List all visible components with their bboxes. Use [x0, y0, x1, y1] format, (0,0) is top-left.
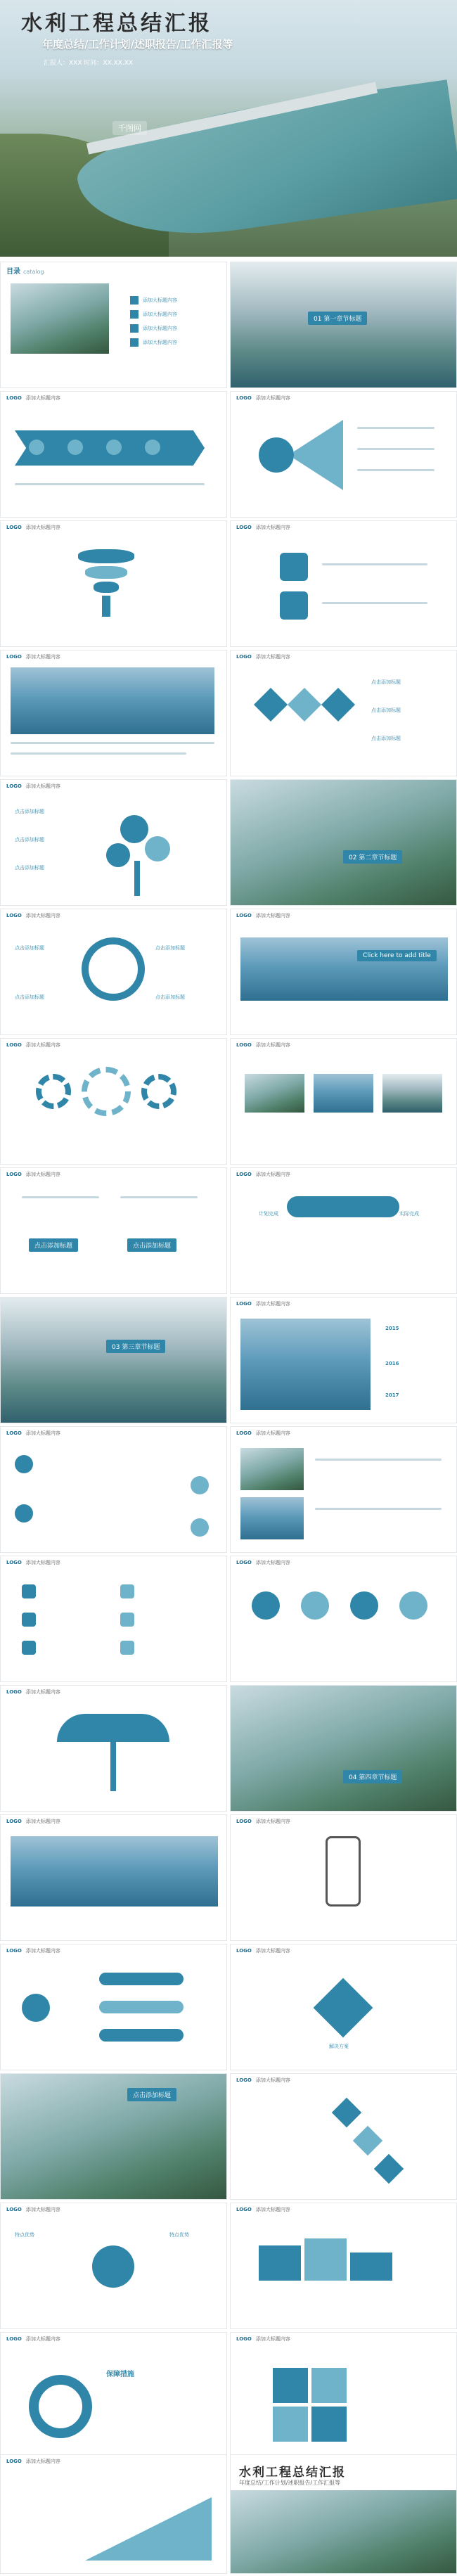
diamond-3 — [321, 688, 355, 722]
slide-harbor[interactable] — [0, 2073, 227, 2200]
grid-icon-3 — [22, 1641, 36, 1655]
slide-ending[interactable] — [230, 2454, 457, 2574]
tree-leaf-3 — [106, 843, 130, 867]
slide-photo-text[interactable] — [0, 650, 227, 776]
tree-label-3: 点击添加标题 — [15, 865, 44, 871]
col-banner-2: 点击添加标题 — [127, 1238, 176, 1252]
hex-label-1: 点击添加标题 — [371, 679, 401, 685]
text-line — [15, 483, 205, 485]
catalog-photo — [11, 283, 109, 354]
tree-leaf-2 — [145, 836, 170, 861]
slide-header: LOGO 添加大标题内容 — [236, 1172, 290, 1177]
text-line — [315, 1508, 442, 1510]
text-line — [120, 1196, 198, 1198]
slide-section-2[interactable] — [230, 779, 457, 906]
slide-header: LOGO 添加大标题内容 — [6, 2336, 60, 2342]
text-line — [322, 563, 427, 565]
slide-header: LOGO 添加大标题内容 — [6, 783, 60, 789]
slide-timeline-years[interactable] — [230, 1297, 457, 1423]
slide-header: LOGO 添加大标题内容 — [6, 1948, 60, 1954]
slide-plan-vs-actual[interactable] — [230, 1167, 457, 1294]
tree-leaf-1 — [120, 815, 148, 843]
text-line — [357, 469, 435, 471]
slide-solution[interactable] — [230, 1944, 457, 2070]
radial-center — [259, 437, 294, 473]
thumb-photo-3 — [382, 1074, 442, 1113]
arrow-node-3 — [106, 440, 122, 455]
section-2-banner: 02 第二章节标题 — [343, 850, 402, 864]
text-line — [322, 602, 427, 604]
ending-photo — [231, 2490, 457, 2574]
cover-watermark: 千图网 — [112, 121, 147, 135]
slide-header: LOGO 添加大标题内容 — [6, 654, 60, 660]
process-circle-2 — [301, 1591, 329, 1620]
section-1-photo — [231, 262, 457, 388]
slide-header: LOGO 添加大标题内容 — [236, 913, 290, 918]
slide-header: LOGO 添加大标题内容 — [6, 2459, 60, 2464]
gear-icon-2 — [82, 1067, 131, 1116]
oct-label-2: 点击添加标题 — [155, 945, 185, 951]
slide-flow-left[interactable] — [0, 1944, 227, 2070]
umbrella-stem — [110, 1742, 116, 1791]
reservoir-photo — [240, 937, 448, 1001]
plan-label: 计划完成 — [259, 1211, 278, 1217]
dam-photo — [11, 667, 214, 734]
catalog-item-3: 添加大标题内容 — [143, 326, 177, 331]
flow-bar-1 — [99, 1973, 184, 1985]
slide-header: LOGO 添加大标题内容 — [6, 1430, 60, 1436]
flow-node — [22, 1994, 50, 2022]
puzzle-4 — [311, 2407, 347, 2442]
slide-header: LOGO 添加大标题内容 — [236, 1819, 290, 1824]
section-2-photo — [231, 780, 457, 906]
slide-puzzle[interactable] — [230, 2332, 457, 2459]
slide-header: LOGO 添加大标题内容 — [6, 1042, 60, 1048]
year-2: 2016 — [385, 1361, 399, 1366]
spiral-top — [78, 549, 134, 563]
section-3-banner: 03 第三章节标题 — [106, 1340, 165, 1353]
slide-arrows[interactable] — [0, 391, 227, 518]
row-photo-1 — [240, 1448, 304, 1490]
lake-photo — [11, 1836, 218, 1907]
text-line — [357, 448, 435, 450]
catalog-item-4: 添加大标题内容 — [143, 340, 177, 345]
radial-fan — [294, 420, 343, 490]
slide-header: LOGO 添加大标题内容 — [6, 525, 60, 530]
arrow-node-4 — [145, 440, 160, 455]
thumb-photo-1 — [245, 1074, 304, 1113]
slide-header: LOGO 添加大标题内容 — [236, 525, 290, 530]
slide-octagon[interactable] — [0, 909, 227, 1035]
timeline-photo — [240, 1319, 371, 1410]
slide-header: LOGO 添加大标题内容 — [236, 1560, 290, 1565]
slide-gears[interactable] — [0, 1038, 227, 1165]
guarantee-label: 保障措施 — [106, 2371, 134, 2378]
solution-diamond — [314, 1978, 373, 2038]
step-diamond-1 — [332, 2098, 361, 2127]
letter-d-icon — [191, 1518, 209, 1537]
process-circle-4 — [399, 1591, 427, 1620]
arrow-node-2 — [67, 440, 83, 455]
diamond-1 — [254, 688, 288, 722]
tree-label-2: 点击添加标题 — [15, 837, 44, 842]
puzzle-1 — [273, 2368, 308, 2403]
slide-header: LOGO 添加大标题内容 — [236, 395, 290, 401]
text-line — [22, 1196, 99, 1198]
text-line — [315, 1459, 442, 1461]
process-circle-3 — [350, 1591, 378, 1620]
oct-label-1: 点击添加标题 — [15, 945, 44, 951]
grid-icon-5 — [120, 1613, 134, 1627]
section-4-photo — [231, 1686, 457, 1812]
spiral-mid — [85, 566, 127, 579]
text-line — [357, 427, 435, 429]
block-3 — [350, 2253, 392, 2281]
slide-header: LOGO 添加大标题内容 — [6, 1560, 60, 1565]
catalog-item-2: 添加大标题内容 — [143, 312, 177, 317]
slide-photo-banner[interactable] — [230, 909, 457, 1035]
umbrella-top — [57, 1714, 169, 1742]
slide-header: LOGO 添加大标题内容 — [236, 1301, 290, 1307]
slide-icon-grid[interactable] — [0, 1556, 227, 1682]
cover-title: 水利工程总结汇报 — [21, 11, 212, 36]
feature-label-2: 特点优势 — [169, 2232, 189, 2238]
section-3-photo — [1, 1297, 227, 1423]
catalog-title: 目录 catalog — [6, 268, 44, 276]
slide-catalog[interactable] — [0, 262, 227, 388]
year-3: 2017 — [385, 1392, 399, 1398]
step-diamond-3 — [374, 2154, 404, 2184]
letter-a-icon — [15, 1455, 33, 1473]
slide-section-1[interactable] — [230, 262, 457, 388]
grid-icon-1 — [22, 1584, 36, 1598]
slide-tree[interactable] — [0, 779, 227, 906]
puzzle-2 — [311, 2368, 347, 2403]
catalog-num-4 — [130, 338, 139, 347]
thumb-photo-2 — [314, 1074, 373, 1113]
harbor-banner: 点击添加标题 — [127, 2088, 176, 2101]
gear-icon-3 — [141, 1074, 176, 1109]
growth-shape — [85, 2497, 212, 2561]
feature-hub-center — [92, 2245, 134, 2288]
slide-header: LOGO 添加大标题内容 — [236, 1430, 290, 1436]
section-4-banner: 04 第四章节标题 — [343, 1770, 402, 1783]
col-banner-1: 点击添加标题 — [29, 1238, 78, 1252]
tree-trunk — [134, 861, 140, 896]
grid-icon-6 — [120, 1641, 134, 1655]
slide-header: LOGO 添加大标题内容 — [6, 1819, 60, 1824]
catalog-num-3 — [130, 324, 139, 333]
actual-label: 实际完成 — [399, 1211, 419, 1217]
hex-label-3: 点击添加标题 — [371, 736, 401, 741]
slide-header: LOGO 添加大标题内容 — [236, 1948, 290, 1954]
slide-lake-photo[interactable] — [0, 1814, 227, 1941]
slide-feature-hub[interactable] — [0, 2203, 227, 2329]
text-line — [11, 742, 214, 744]
letter-c-icon — [15, 1504, 33, 1523]
tree-label-1: 点击添加标题 — [15, 809, 44, 814]
slide-header: LOGO 添加大标题内容 — [6, 913, 60, 918]
cover-slide[interactable] — [0, 0, 457, 257]
slide-header: LOGO 添加大标题内容 — [6, 1689, 60, 1695]
letter-b-icon — [191, 1476, 209, 1494]
ending-title: 水利工程总结汇报 — [239, 2466, 346, 2480]
slide-header: LOGO 添加大标题内容 — [6, 2207, 60, 2212]
slide-header: LOGO 添加大标题内容 — [6, 1172, 60, 1177]
hex-label-2: 点击添加标题 — [371, 707, 401, 713]
spiral-low — [94, 582, 119, 593]
catalog-num-2 — [130, 310, 139, 319]
cover-meta: 汇报人：XXX 时间：XX.XX.XX — [44, 60, 134, 67]
slide-icons-list[interactable] — [230, 520, 457, 647]
oct-label-3: 点击添加标题 — [15, 994, 44, 1000]
slide-section-3[interactable] — [0, 1297, 227, 1423]
slide-phone[interactable] — [230, 1814, 457, 1941]
section-1-banner: 01 第一章节标题 — [308, 312, 367, 325]
grid-icon-4 — [120, 1584, 134, 1598]
harbor-photo — [1, 2074, 227, 2200]
phone-icon — [326, 1836, 361, 1907]
year-1: 2015 — [385, 1326, 399, 1331]
slide-header: LOGO 添加大标题内容 — [236, 1042, 290, 1048]
slide-header: LOGO 添加大标题内容 — [236, 2336, 290, 2342]
slide-spiral[interactable] — [0, 520, 227, 647]
solution-label: 解决方案 — [329, 2044, 349, 2049]
slide-diamond-steps[interactable] — [230, 2073, 457, 2200]
octagon-ring — [82, 937, 145, 1001]
slide-chart[interactable] — [0, 2454, 227, 2574]
slide-two-columns[interactable] — [0, 1167, 227, 1294]
oct-label-4: 点击添加标题 — [155, 994, 185, 1000]
slide-header: LOGO 添加大标题内容 — [236, 2077, 290, 2083]
slide-radial[interactable] — [230, 391, 457, 518]
ending-subtitle: 年度总结/工作计划/述职报告/工作汇报等 — [239, 2480, 341, 2486]
arrow-node-1 — [29, 440, 44, 455]
slide-guarantee[interactable] — [0, 2332, 227, 2459]
feature-icon-2 — [280, 591, 308, 620]
slide-header: LOGO 添加大标题内容 — [236, 654, 290, 660]
click-add-banner: Click here to add title — [357, 950, 437, 961]
step-diamond-2 — [353, 2126, 382, 2155]
cover-subtitle: 年度总结/工作计划/述职报告/工作汇报等 — [42, 38, 233, 51]
text-line — [11, 752, 186, 755]
feature-label-1: 特点优势 — [15, 2232, 34, 2238]
flow-bar-2 — [99, 2001, 184, 2013]
block-2 — [304, 2238, 347, 2281]
catalog-num-1 — [130, 296, 139, 305]
row-photo-2 — [240, 1497, 304, 1539]
slide-hexagons[interactable] — [230, 650, 457, 776]
gear-icon-1 — [36, 1074, 71, 1109]
slide-blocks[interactable] — [230, 2203, 457, 2329]
grid-icon-2 — [22, 1613, 36, 1627]
puzzle-3 — [273, 2407, 308, 2442]
feature-icon-1 — [280, 553, 308, 581]
diamond-2 — [288, 688, 321, 722]
slide-header: LOGO 添加大标题内容 — [236, 2207, 290, 2212]
process-circle-1 — [252, 1591, 280, 1620]
slide-abcd[interactable] — [0, 1426, 227, 1553]
flow-bar-3 — [99, 2029, 184, 2042]
slide-header: LOGO 添加大标题内容 — [6, 395, 60, 401]
plan-arrow — [287, 1196, 399, 1217]
spiral-stem — [102, 596, 110, 617]
block-1 — [259, 2245, 301, 2281]
slide-three-photos[interactable] — [230, 1038, 457, 1165]
slide-section-4[interactable] — [230, 1685, 457, 1812]
slide-process-circles[interactable] — [230, 1556, 457, 1682]
guarantee-ring — [29, 2375, 92, 2438]
slide-photo-rows[interactable] — [230, 1426, 457, 1553]
catalog-item-1: 添加大标题内容 — [143, 297, 177, 303]
slide-umbrella[interactable] — [0, 1685, 227, 1812]
